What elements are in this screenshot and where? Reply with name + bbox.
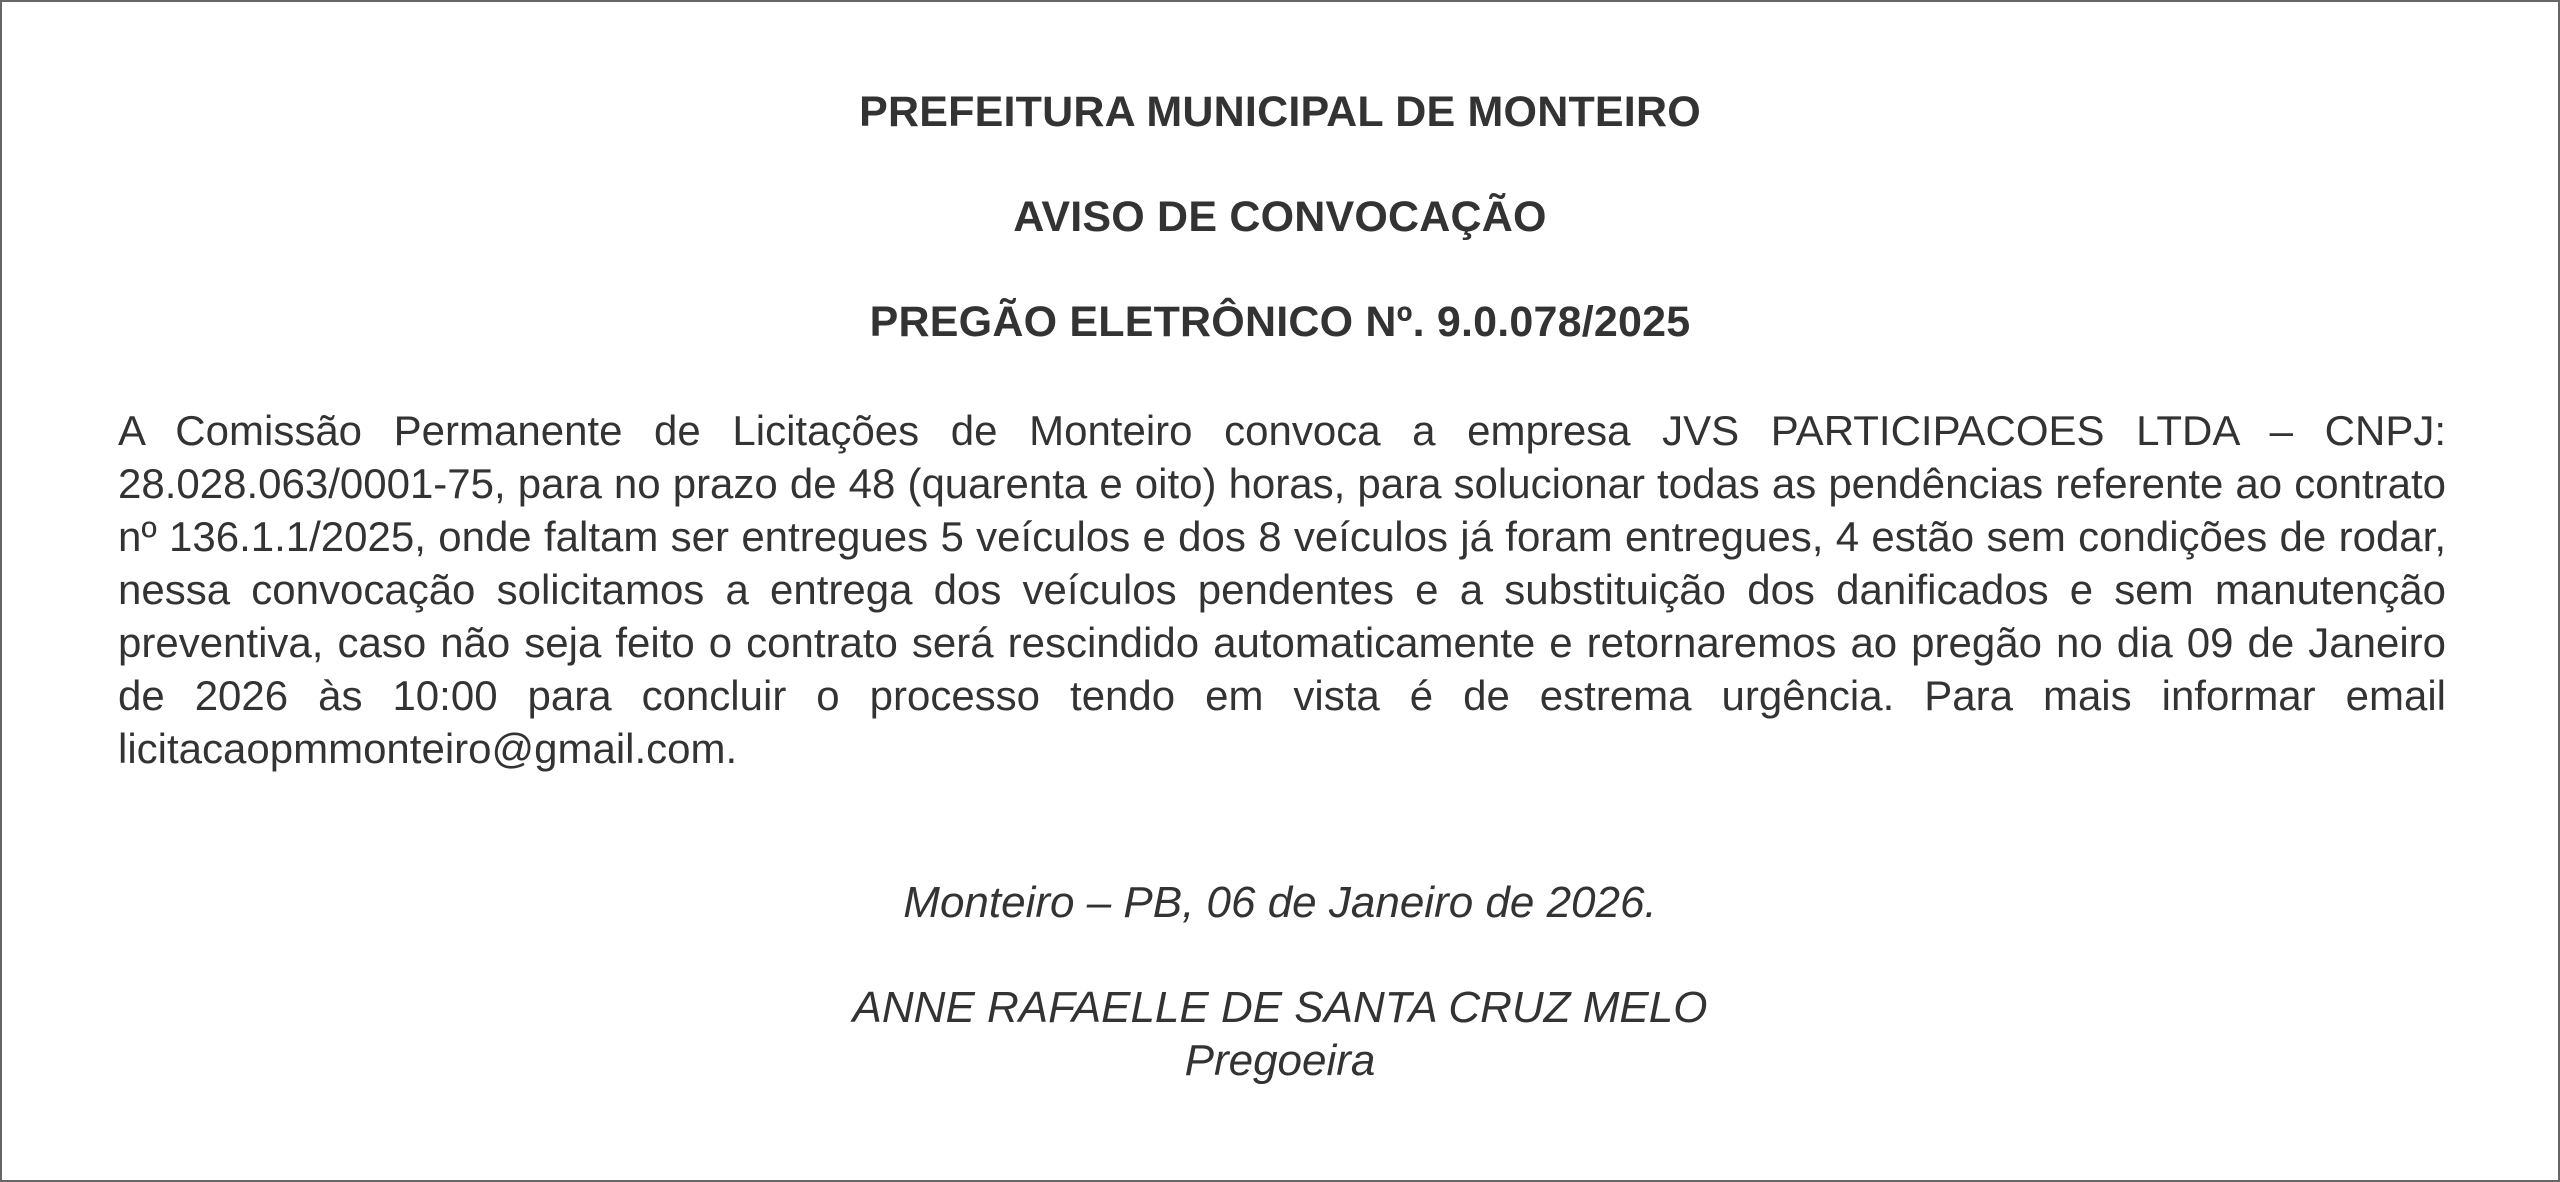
notice-body: A Comissão Permanente de Licitações de Monteiro convoca a empresa JVS PARTICIPACOES LTDA – CNPJ: 28.028.063/0001-75, para no prazo de 48 (quarenta e oito) horas, para solucionar todas as pendências referente ao contrato nº 136.1.1/2025, onde faltam ser entregues 5 veículos e dos 8 veículos já foram entregues, 4 estão sem condições de rodar, nessa convocação solicitamos a entrega dos veículos pendentes e a substituição dos danificados e sem manutenção preventiva, caso não seja feito o contrato será rescindido automaticamente e retornaremos ao pregão no dia 09 de Janeiro de 2026 às 10:00 para concluir o processo tendo em vista é de estrema urgência. Para mais informar email licitacaopmmonteiro@gmail.com. (118, 407, 2446, 772)
signer-name: ANNE RAFAELLE DE SANTA CRUZ MELO (852, 983, 1708, 1032)
process-heading: PREGÃO ELETRÔNICO Nº. 9.0.078/2025 (869, 298, 1691, 346)
institution-heading: PREFEITURA MUNICIPAL DE MONTEIRO (859, 88, 1701, 136)
place-date: Monteiro – PB, 06 de Janeiro de 2026. (903, 878, 1657, 927)
signer-role: Pregoeira (1184, 1036, 1376, 1085)
notice-type-heading: AVISO DE CONVOCAÇÃO (1013, 193, 1547, 241)
